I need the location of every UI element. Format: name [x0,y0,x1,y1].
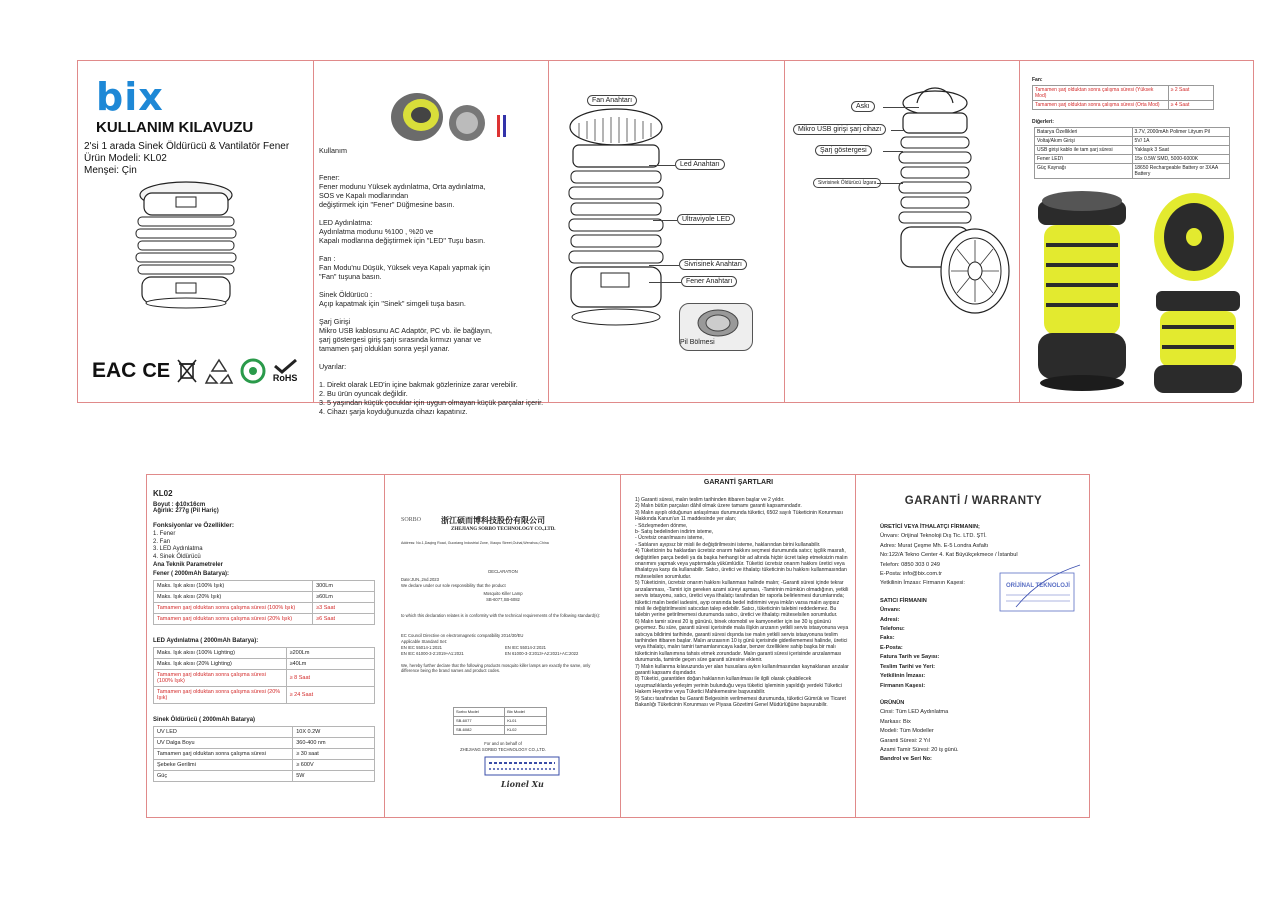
standard: EN IEC 55014-1:2021 [401,645,442,650]
row-value: 300Lm [313,581,375,592]
row-value: ≥ 2 Saat [1168,86,1213,101]
spec-weight: Ağırlık: 277g (Pil Hariç) [153,508,219,514]
stamp-text: ORİJİNAL TEKNOLOJİ [1006,583,1070,589]
table-row [154,687,375,704]
declaration-conformity: to which this declaration relates is in conformity with the technical requirements of the following standard(s): [401,613,601,618]
manual-sheet-back [146,474,1090,818]
usage-instructions [319,137,549,425]
cover-subtitle [84,141,289,177]
charge-indicator-label: Şarj göstergesi [815,145,872,156]
guarantee-conditions-title: GARANTİ ŞARTLARI [703,479,774,486]
row-value: 5W [293,771,375,782]
rohs-label: RoHS [272,373,298,383]
company-stamp [483,755,561,777]
sorbo-logo: SORBO [401,517,422,523]
row-value: ≥60Lm [313,592,375,603]
guarantee-conditions-text: 1) Garanti süresi, malın teslim tarihinden itibaren başlar ve 2 yıldır. 2) Malın bütün parçaları dâhil olmak üzere tamamı garanti kapsamındadır. 3) Malın ayıplı olduğunun anlaşılması durumunda tüketici, 6502 sayılı Tüketicinin Korunması Hakkında Kanun'un 11 maddesinde yer alan; - Sözleşmeden dönme, b- Satış bedelinden indirim isteme, - Ücretsiz onarılmasını isteme, - Satılanın ayıpsız bir misli ile değiştirilmesini isteme, haklarından birini kullanabilir. 4) Tüketicinin bu haklardan ücretsiz onarım hakkını seçmesi durumunda satıcı; işçilik masrafı, değiştirilen parça bedeli ya da başka herhangi bir ad altında hiçbir ücret talep etmeksizin malın onarımını yapmak veya yaptırmakla yükümlüdür. Tüketici ücretsiz onarım hakkını üretici veya ithalatçıya karşı da kullanabilir. Satıcı, üretici ve ithalatçı tüketicinin bu hakkını kullanmasından müteselsilen sorumludur. 5) Tüketicinin, ücretsiz onarım hakkını kullanması halinde malın; -Garanti süresi içinde tekrar arızalanması, -Tamiri için gereken azami süreyi aşması, -Tamirinin mümkün olmadığının, yetkili servis istasyonu, satıcı, üretici veya ithalatçı tarafından bir raporla belirlenmesi durumlarında; tüketici malın bedel iadesini, ayıp oranında bedel indirimini veya imkân varsa malın ayıpsız misli ile değiştirilmesini satıcıdan talep edebilir. Satıcı, tüketicinin talebini reddedemez. Bu talebin yerine getirilmemesi durumunda satıcı, üretici ve ithalatçı müteselsilen sorumludur. 6) Malın tamir süresi 20 iş gününü, binek otomobil ve kamyonetler için ise 30 iş gününü geçemez. Bu süre, garanti süresi içerisinde mala ilişkin arızanın yetkili servis istasyonuna veya satıcıya bildirimi tarihinde, garanti süresi dışında ise malın yetkili servis istasyonuna teslim tarihinden itibaren başlar. Malın arızasının 10 iş günü içerisinde giderilememesi halinde, üretici veya ithalatçı, malın tamiri tamamlanıncaya kadar, benzer özelliklere sahip başka bir malı tüketicinin kullanımına tahsis etmek zorundadır. Malın garanti süresi içerisinde arızalanması durumunda, tamirde geçen süre garanti süresine eklenir. 7) Malın kullanma kılavuzunda yer alan hususlara aykırı kullanılmasından kaynaklanan arızalar garanti kapsamı dışındadır. 8) Tüketici, garantiden doğan haklarının kullanılması ile ilgili olarak çıkabilecek uyuşmazlıklarda yerleşim yerinin bulunduğu veya tüketici işleminin yapıldığı yerdeki Tüketici Hakem Heyetine veya Tüketici Mahkemesine başvurabilir. 9) Satıcı tarafından bu Garanti Belgesinin verilmemesi durumunda, tüketici Gümrük ve Ticaret Bakanlığı Tüketicinin Korunması ve Piyasa Gözetimi Genel Müdürlüğüne başvurabilir. [635,497,849,708]
spec-model: KL02 [153,489,173,498]
fan-table-title: Fan: [1032,77,1043,83]
declaration-models-note: We, hereby further declare that the following products mosquito killer lamps are exactly the same, only difference being the brand names and product codes. [401,663,591,673]
row-label: UV LED [154,727,293,738]
leader-line [649,282,681,283]
leader-line [883,107,919,108]
weee-bin-icon [176,358,198,384]
row-label: Batarya Özellikleri [1035,128,1133,137]
row-label: Fener LED'i [1035,155,1133,164]
row-value: 18650 Rechargeable Battery or 3XAA Battery [1132,164,1230,179]
company-address: Address: No.1,Daqing Road, Guoxiang Industrial Zone, Xiaopu Street,Ouhai,Wenzhou,China [401,541,549,545]
uv-led-label: Ultraviyole LED [677,214,735,225]
table-row [454,726,547,735]
product-field: Markası: Bix [880,718,911,725]
row-value: ≥3 Saat [313,603,375,614]
seller-field: Ünvanı: [880,607,901,614]
declared-product: Mosquito Killer Lamp [483,591,523,596]
row-label: Tamamen şarj olduktan sonra çalışma süresi (Orta Mod) [1033,101,1169,110]
importer-signature: Yetkilinin İmzası: Firmanın Kaşesi: [880,580,965,587]
warranty-title: GARANTİ / WARRANTY [904,495,1043,507]
rohs-mark [272,359,298,383]
table-row [154,727,375,738]
row-value: ≥6 Saat [313,614,375,625]
eac-mark: EAC [92,359,137,382]
product-field: Azami Tamir Süresi: 20 iş günü. [880,746,959,753]
row-value: ≥200Lm [286,648,374,659]
standard: EN 61000-3-3:2013+A2:2021+AC:2022 [505,651,579,656]
features-list [153,531,379,561]
leader-line [891,130,905,131]
row-label: Maks. Işık akısı (100% Lighting) [154,648,287,659]
column-header: Bix Model [505,708,547,717]
row-value: ≥ 8 Saat [286,670,374,687]
leader-line [883,151,903,152]
standard: EN IEC 55014-2:2021 [505,645,546,650]
led-switch-label: Led Anahtarı [675,159,725,170]
row-label: UV Dalga Boyu [154,738,293,749]
killer-specs-table [153,726,375,782]
row-label: Maks. Işık akısı (20% Işık) [154,592,313,603]
seller-field: Teslim Tarihi ve Yeri: [880,663,936,670]
lantern-side-drawing [895,81,1015,331]
params-title: Ana Teknik Parametreler [153,562,223,569]
manual-sheet-front [77,60,1254,416]
table-row [454,717,547,726]
checkmark-icon [272,359,298,373]
importer-name: Ünvanı: Orijinal Teknoloji Dış Tic. LTD. ŞTİ. [880,533,987,540]
ce-mark: CE [142,359,171,382]
table-row [154,614,375,625]
usage-heading: Kullanım [319,146,347,155]
leader-line [649,265,679,266]
table-row [154,749,375,760]
importer-address-2: No:122/A Tekno Center 4. Kat Büyükçekmece / İstanbul [880,552,1018,559]
feature-item: 2. Fan [153,538,171,545]
seller-field: Telefonu: [880,626,905,633]
seller-field: Firmanın Kaşesi: [880,682,926,689]
company-name-cn: 浙江硕而博科技股份有限公司 [441,516,545,525]
row-label: Tamamen şarj olduktan sonra çalışma süresi (20% Işık) [154,614,313,625]
lantern-specs-title: Fener ( 2000mAh Batarya): [153,571,230,578]
cover-panel [78,61,313,402]
killer-grid-label: Sivrisinek Öldürücü Ízgara [813,178,881,188]
table-row [154,771,375,782]
tech-info-panel [1020,61,1255,402]
lantern-switch-label: Fener Anahtarı [681,276,737,287]
warranty-panel [856,475,1091,817]
table-row [154,581,375,592]
importer-address: Adres: Murat Çeşme Mh. E-5 Londra Asfaltı [880,542,989,549]
column-header: Sorbo Model [454,708,505,717]
table-row [154,648,375,659]
usage-body: Fener: Fener modunu Yüksek aydınlatma, Orta aydınlatma, SOS ve Kapalı modlarından değiştirmek için "Fener" Düğmesine basın. LED Aydınlatma: Aydınlatma modunu %100 , %20 ve Kapalı modlarına değiştirmek için "LED" Tuşu basın. Fan : Fan Modu'nu Düşük, Yüksek veya Kapalı yapmak için "Fan" tuşuna basın. Sinek Öldürücü : Açıp kapatmak için "Sinek" simgeli tuşa basın. Şarj Girişi Mikro USB kablosunu AC Adaptör, PC vb. ile bağlayın, şarj göstergesi giriş şarjı sırasında kırmızı yanar ve tamamen şarj oldukları sonra yeşil yanar. Uyarılar: 1. Direkt olarak LED'in içine bakmak gözlerinize zarar verebilir. 2. Bu ürün oyuncak değildir. 3. 5 yaşından küçük çocuklar için uygun olmayan küçük parçalar içerir. 4. Cihazı şarja koyduğunuzda cihazı kapatınız. [319,173,544,416]
row-label: Maks. Işık akısı (100% Işık) [154,581,313,592]
row-label: Tamamen şarj olduktan sonra çalışma süresi (100% Işık) [154,603,313,614]
row-value: Yaklaşık 3 Saat [1132,146,1230,155]
row-value: 5V/ 1A [1132,137,1230,146]
table-cell: SB-6077 [454,717,505,726]
product-field: Bandrol ve Seri No: [880,756,932,763]
fold-line [313,61,314,402]
seller-field: Faks: [880,635,895,642]
other-table-title: Diğerleri: [1032,119,1054,125]
table-row [1033,101,1214,110]
fan-switch-label: Fan Anahtarı [587,95,637,106]
battery-label: Pil Bölmesi [680,339,715,346]
table-row [1033,86,1214,101]
declaration-panel [385,475,621,817]
row-label: Tamamen şarj olduktan sonra çalışma süresi (20% Işık) [154,687,287,704]
fan-table [1032,85,1214,110]
table-row [154,760,375,771]
declaration-date: Date:JUN.,2nd.2023 [401,577,439,582]
eco-icon [240,358,266,384]
row-value: ≥40Lm [286,659,374,670]
table-cell: KL02 [505,726,547,735]
model-mapping-table [453,707,547,735]
spec-size: Boyut : ɸ10x16cm [153,502,206,508]
parts-diagram-panel [549,61,784,402]
specs-panel [147,475,385,782]
usage-panel [319,61,551,416]
leader-line [653,220,677,221]
table-cell: SB-6082 [454,726,505,735]
row-value: ≥ 24 Saat [286,687,374,704]
row-label: Tamamen şarj olduktan sonra çalışma süresi (100% Işık) [154,670,287,687]
table-row [154,603,375,614]
seller-field: Fatura Tarih ve Sayısı: [880,654,940,661]
row-label: Tamamen şarj olduktan sonra çalışma süresi (Yüksek Mod) [1033,86,1169,101]
table-cell: KL01 [505,717,547,726]
lantern-illustration [124,179,249,309]
seller-field: E-Posta: [880,644,903,651]
battery-callout [679,303,753,351]
product-fields [880,708,1085,764]
feature-item: 1. Fener [153,531,176,537]
led-specs-table [153,647,375,704]
bix-logo: bix [96,75,164,119]
features-title: Fonksiyonlar ve Özellikler: [153,522,234,529]
guarantee-conditions-panel [621,475,856,817]
mosquito-switch-label: Sivrisinek Anahtarı [679,259,747,270]
product-photo-lanterns [1028,187,1250,401]
row-label: Voltaj/Akım Girişi [1035,137,1133,146]
table-row [1035,137,1230,146]
battery-compartment-image [696,308,740,338]
product-field: Cinsi: Tüm LED Aydınlatma [880,709,949,716]
product-title: ÜRÜNÜN [880,699,905,706]
row-value: 3.7V, 2000mAh Polimer Lityum Pil [1132,128,1230,137]
leader-line [877,183,903,184]
table-row [1035,164,1230,179]
product-field: Modeli: Tüm Modeller [880,728,934,735]
standards-label: Applicable Standard Set: [401,639,448,644]
table-row [154,592,375,603]
product-field: Garanti Süresi: 2 Yıl [880,737,930,744]
lantern-parts-drawing [561,103,671,345]
row-value: ≥ 30 saat [293,749,375,760]
led-specs-title: LED Aydınlatma ( 2000mAh Batarya): [153,638,259,645]
feature-item: 3. LED Aydınlatma [153,546,203,553]
row-value: 360-400 nm [293,738,375,749]
importer-title: ÜRETİCİ VEYA İTHALATÇI FİRMANIN; [880,524,980,530]
row-label: Güç Kaynağı [1035,164,1133,179]
importer-email: E-Posta: info@bix.com.tr [880,571,942,578]
company-stamp [996,563,1082,619]
table-row [1035,128,1230,137]
table-row [154,670,375,687]
seller-title: SATICI FİRMANIN [880,597,927,604]
row-value: 15x 0.5W SMD, 5000-6000K [1132,155,1230,164]
side-view-panel [785,61,1019,402]
table-header-row [454,708,547,717]
product-model: Ürün Modeli: KL02 [84,153,167,164]
behalf-company: ZHEJIANG SORBO TECHNOLOGY CO.,LTD. [460,747,546,752]
micro-usb-label: Mikro USB girişi şarj cihazı [793,124,886,135]
hanger-label: Askı [851,101,875,112]
declaration-line: We declare under our sole responsibility that the product [401,583,506,588]
row-value: ≥ 4 Saat [1168,101,1213,110]
table-row [154,738,375,749]
emc-directive: EC Council Directive on electromagnetic compatibility 2014/30/EU [401,633,524,638]
warranty-body [880,523,1085,765]
behalf-line: For and on behalf of [484,741,522,746]
leader-line [649,165,675,166]
importer-phone: Telefon: 0850 303 0 249 [880,561,941,568]
table-row [154,659,375,670]
seller-field: Yetkilinin İmzası: [880,673,926,680]
standard: EN IEC 61000-3-2:2019+A1:2021 [401,651,464,656]
seller-field: Adresi: [880,616,900,623]
declaration-title: DECLARATION [488,569,518,574]
row-label: Şebeke Gerilimi [154,760,293,771]
product-origin: Menşei: Çin [84,165,137,176]
table-row [1035,146,1230,155]
feature-item: 4. Sinek Öldürücü [153,553,201,560]
killer-specs-title: Sinek Öldürücü ( 2000mAh Batarya) [153,717,256,724]
certification-marks [92,357,298,385]
row-label: Maks. Işık akısı (20% Lighting) [154,659,287,670]
declared-models: SB-6077,SB-6082 [486,597,520,602]
lantern-specs-table [153,580,375,625]
product-name: 2'si 1 arada Sinek Öldürücü & Vantilatör Fener [84,141,290,152]
recycle-icon [204,357,234,385]
manual-title: KULLANIM KILAVUZU [96,119,254,136]
row-value: 10X 0.2W [293,727,375,738]
company-name-en: ZHEJIANG SORBO TECHNOLOGY CO.,LTD. [451,527,556,532]
other-specs-table [1034,127,1230,179]
table-row [1035,155,1230,164]
row-label: USB girişi kablo ile tam şarj süresi [1035,146,1133,155]
row-value: ≥ 600V [293,760,375,771]
row-label: Güç [154,771,293,782]
row-label: Tamamen şarj olduktan sonra çalışma süresi [154,749,293,760]
signature: Lionel Xu [501,779,544,789]
